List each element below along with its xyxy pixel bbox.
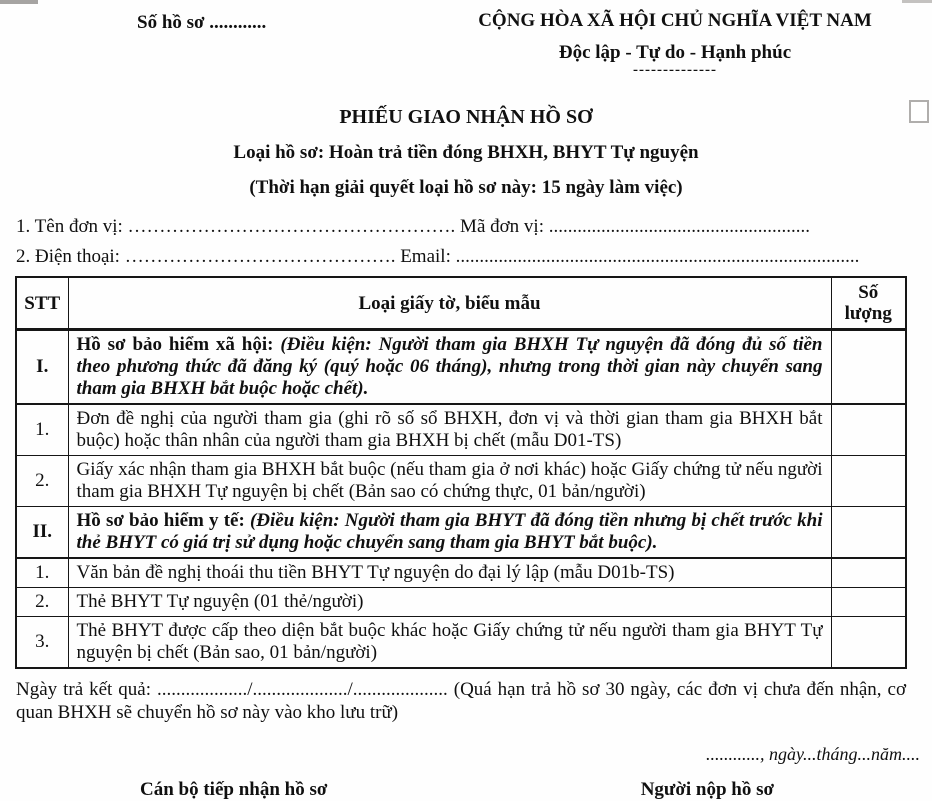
result-return-note: Ngày trả kết quả: .................../..................../.................... (Quá hạn trả hồ sơ 30 ngày, các đơn vị chưa đến nhận, cơ quan BHXH sẽ chuyển hồ sơ này vào kho lưu trữ) — [16, 679, 906, 723]
motto-divider: -------------- — [633, 62, 717, 78]
phone-email-line: 2. Điện thoại: ……………………………………. Email: ..................................................................................... — [16, 246, 860, 267]
quantity-cell[interactable] — [831, 558, 906, 588]
col-header-quantity: Số lượng — [831, 277, 906, 330]
doc-text: Đơn đề nghị của người tham gia (ghi rõ số sổ BHXH, đơn vị và thời gian tham gia BHXH bắt buộc) hoặc thân nhân của người tham gia BHXH bị chết (mẫu D01-TS) — [76, 408, 823, 451]
doc-description — [68, 558, 831, 588]
doc-description — [68, 617, 831, 669]
doc-description — [68, 404, 831, 456]
page-title: PHIẾU GIAO NHẬN HỒ SƠ — [339, 106, 593, 128]
country-title: CỘNG HÒA XÃ HỘI CHỦ NGHĨA VIỆT NAM — [478, 10, 872, 31]
section-condition: (Điều kiện: Người tham gia BHYT đã đóng tiền nhưng bị chết trước khi thẻ BHYT có giá trị sử dụng hoặc chuyển sang tham gia BHYT bắt buộc). — [76, 510, 823, 553]
table-row — [16, 456, 906, 507]
doc-description — [68, 456, 831, 507]
table-row — [16, 404, 906, 456]
quantity-cell[interactable] — [831, 588, 906, 617]
table-row — [16, 617, 906, 669]
row-number: 1. — [16, 404, 68, 456]
row-number: 2. — [16, 588, 68, 617]
file-number-field: Số hồ sơ ............ — [137, 12, 267, 33]
quantity-cell[interactable] — [831, 330, 906, 405]
row-number: I. — [16, 330, 68, 405]
table-row — [16, 588, 906, 617]
doc-text: Văn bản đề nghị thoái thu tiền BHYT Tự nguyện do đại lý lập (mẫu D01b-TS) — [76, 562, 675, 583]
doc-description — [68, 588, 831, 617]
national-header — [445, 10, 905, 76]
document-header — [0, 0, 932, 94]
doc-text: Thẻ BHYT Tự nguyện (01 thẻ/người) — [76, 591, 364, 612]
table-row-section-II — [16, 507, 906, 559]
table-row-section-I — [16, 330, 906, 405]
col-header-doc-type: Loại giấy tờ, biểu mẫu — [68, 277, 831, 330]
submitter-signature-label: Người nộp hồ sơ — [640, 779, 774, 800]
document-checklist-table — [15, 276, 907, 669]
quantity-cell[interactable] — [831, 404, 906, 456]
date-place-line: ............, ngày...tháng...năm.... — [706, 744, 920, 764]
quantity-cell[interactable] — [831, 456, 906, 507]
doc-text: Thẻ BHYT được cấp theo diện bắt buộc khác hoặc Giấy chứng tử nếu người tham gia BHYT Tự nguyện bị chết (Bản sao, 01 bản/người) — [76, 620, 823, 663]
form-fields — [16, 212, 917, 272]
national-motto: Độc lập - Tự do - Hạnh phúc — [558, 42, 792, 63]
quantity-cell[interactable] — [831, 617, 906, 669]
section-title: Hồ sơ bảo hiểm y tế: — [76, 510, 250, 531]
row-number: 3. — [16, 617, 68, 669]
row-number: 1. — [16, 558, 68, 588]
receiver-signature-label: Cán bộ tiếp nhận hồ sơ — [140, 779, 328, 800]
row-number: II. — [16, 507, 68, 559]
doc-text: Giấy xác nhận tham gia BHXH bắt buộc (nếu tham gia ở nơi khác) hoặc Giấy chứng tử nếu người tham gia BHXH Tự nguyện bị chết (Bản sao có chứng thực, 01 bản/người) — [76, 459, 823, 502]
signature-row — [0, 779, 932, 801]
doc-description — [68, 330, 831, 405]
page-margin-marker — [909, 100, 929, 123]
row-number: 2. — [16, 456, 68, 507]
doc-description — [68, 507, 831, 559]
table-row — [16, 558, 906, 588]
dossier-type-subtitle: Loại hồ sơ: Hoàn trả tiền đóng BHXH, BHYT Tự nguyện — [233, 142, 699, 163]
section-condition: (Điều kiện: Người tham gia BHXH Tự nguyện đã đóng đủ số tiền theo phương thức đã đăng ký (quý hoặc 06 tháng), nhưng trong thời gian này chuyển sang tham gia BHXH bắt buộc hoặc chết). — [76, 334, 823, 399]
unit-name-line: 1. Tên đơn vị: ……………………………………………. Mã đơn vị: ....................................................... — [16, 216, 810, 237]
col-header-stt: STT — [16, 277, 68, 330]
table-header-row — [16, 277, 906, 330]
section-title: Hồ sơ bảo hiểm xã hội: — [76, 334, 281, 355]
quantity-cell[interactable] — [831, 507, 906, 559]
processing-deadline: (Thời hạn giải quyết loại hồ sơ này: 15 ngày làm việc) — [249, 177, 683, 198]
title-block — [0, 106, 932, 199]
